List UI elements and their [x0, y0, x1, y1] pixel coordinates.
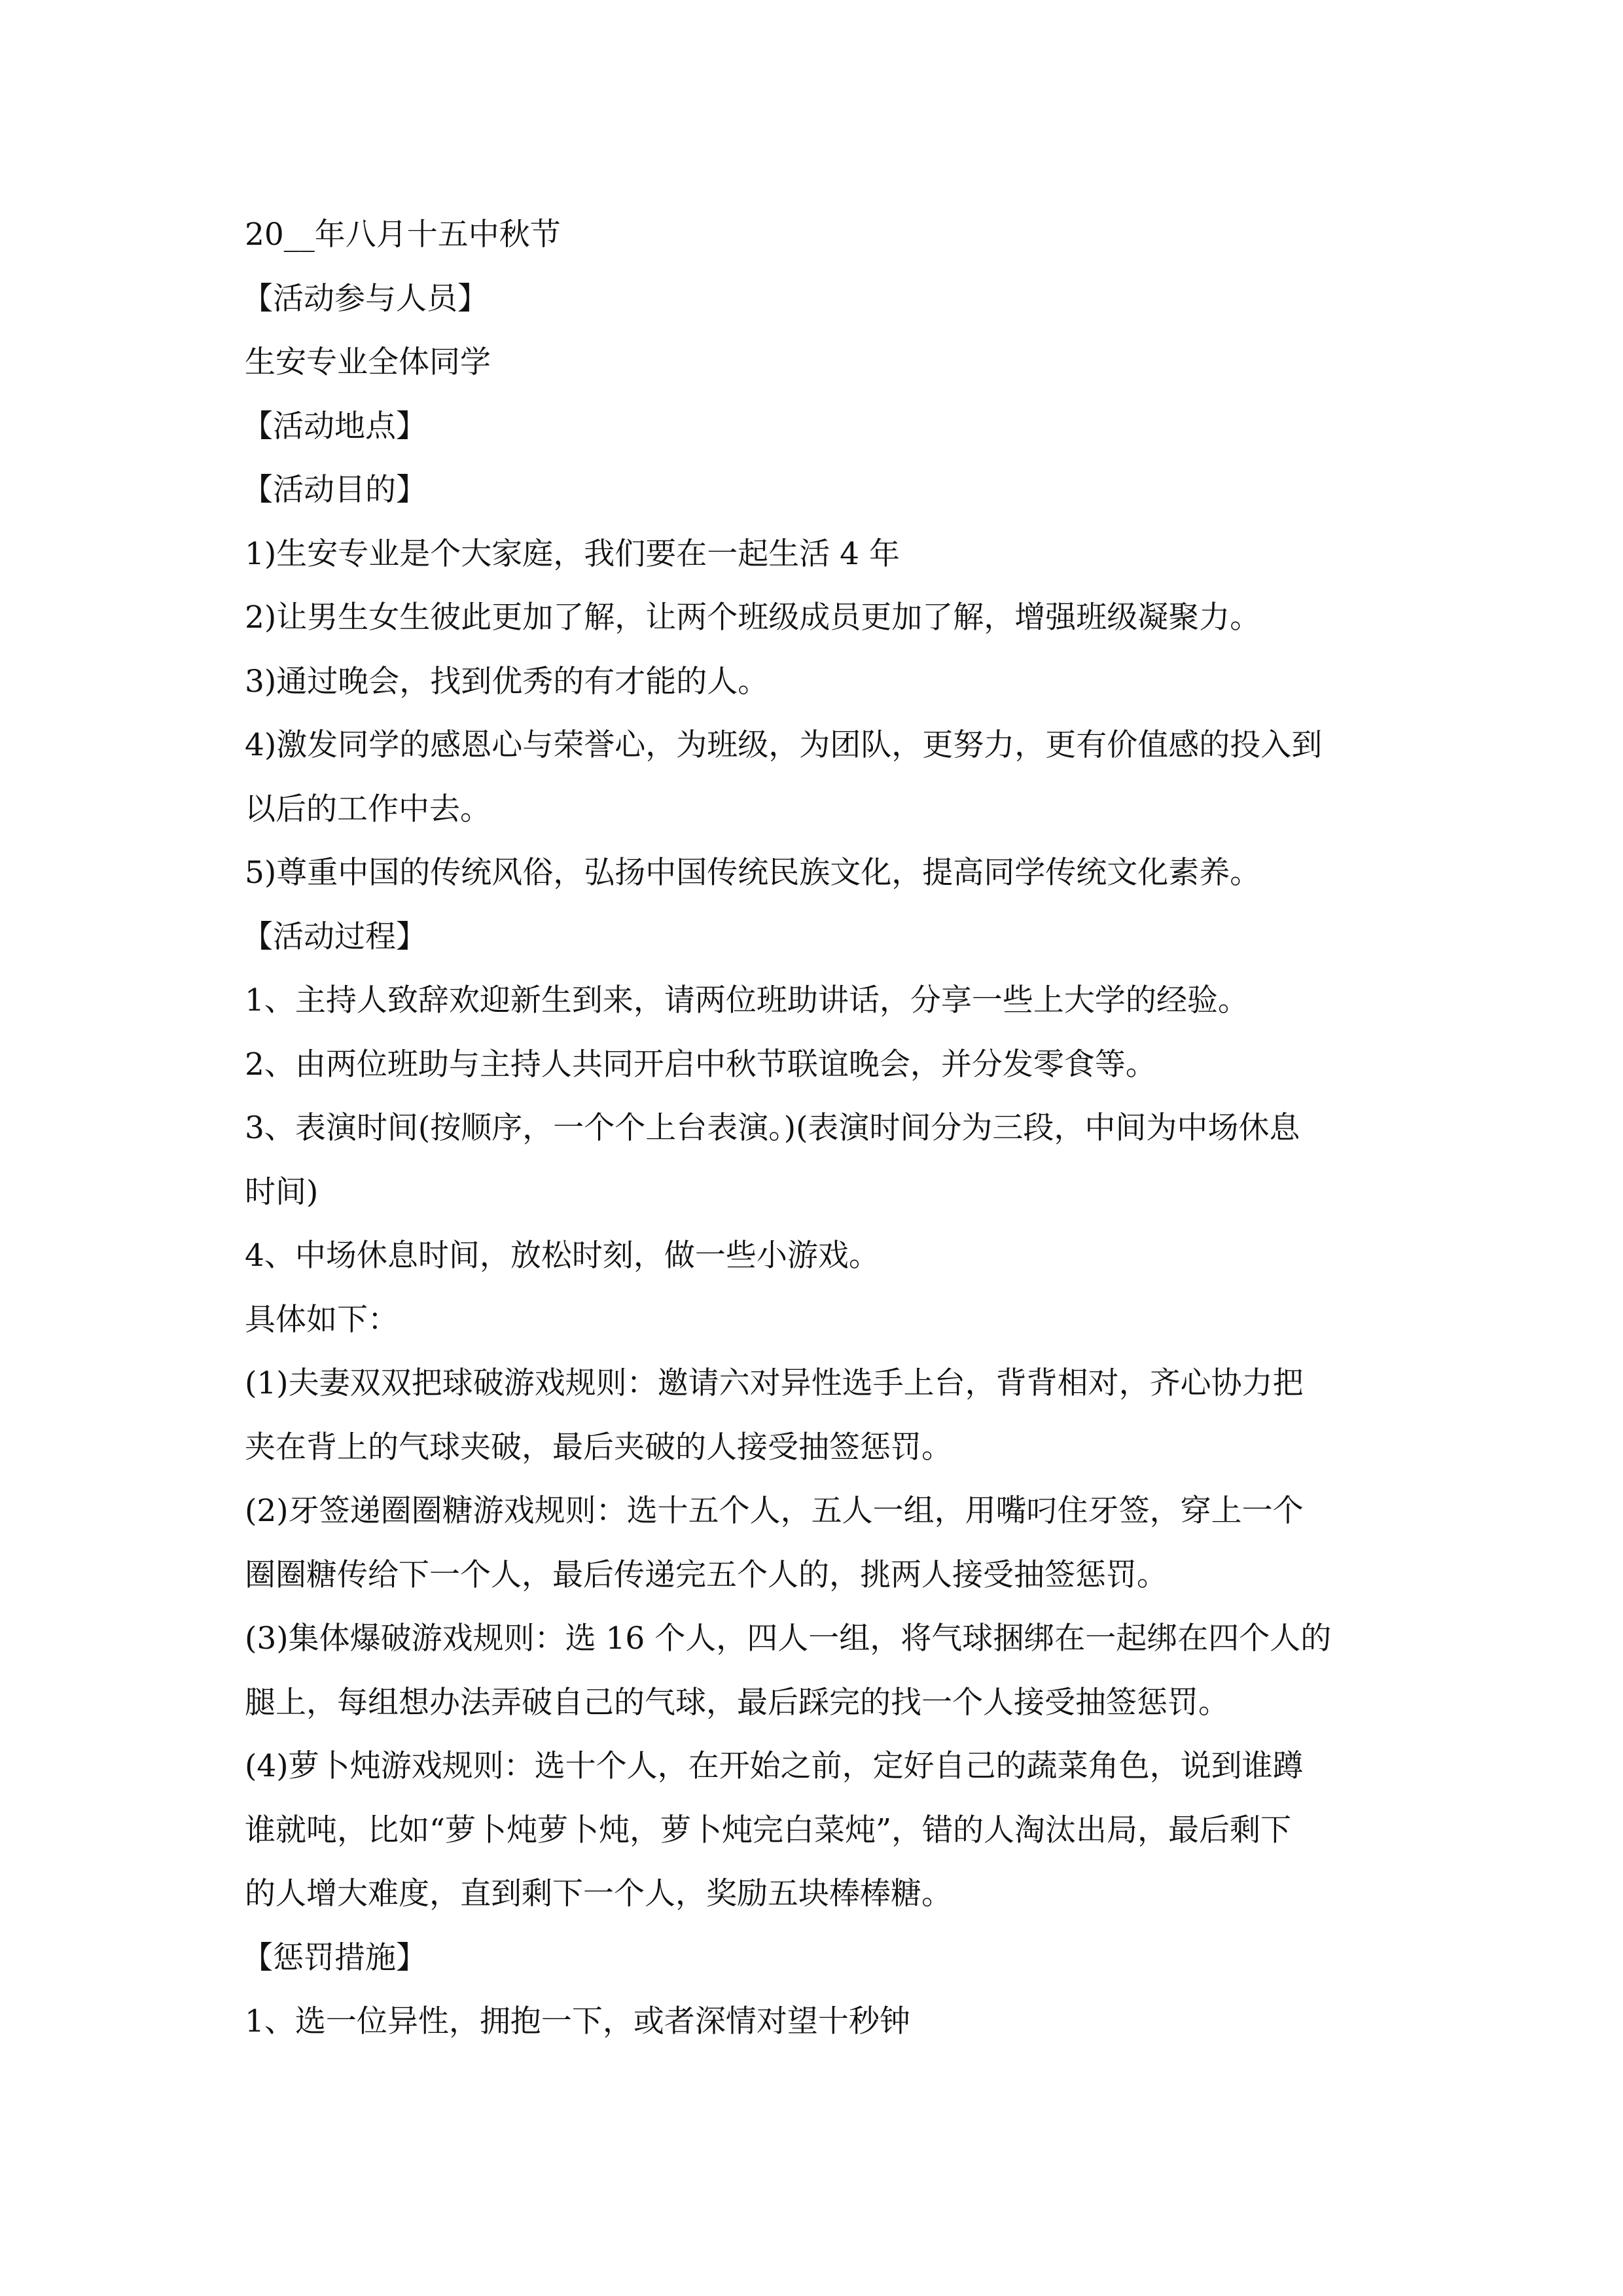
game-3-rule: (3)集体爆破游戏规则：选 16 个人，四人一组，将气球捆绑在一起绑在四个人的	[245, 1621, 1332, 1657]
purpose-item-5: 5)尊重中国的传统风俗，弘扬中国传统民族文化，提高同学传统文化素养。	[245, 855, 1261, 891]
purpose-item-4-continued: 以后的工作中去。	[245, 791, 491, 827]
game-2-rule-continued: 圈圈糖传给下一个人，最后传递完五个人的，挑两人接受抽签惩罚。	[245, 1556, 1168, 1593]
penalty-heading: 【惩罚措施】	[242, 1939, 427, 1976]
game-4-rule-continued-2: 的人增大难度，直到剩下一个人，奖励五块棒棒糖。	[245, 1876, 952, 1912]
process-step-4: 4、中场休息时间，放松时刻，做一些小游戏。	[245, 1238, 880, 1274]
process-step-1: 1、主持人致辞欢迎新生到来，请两位班助讲话，分享一些上大学的经验。	[245, 982, 1249, 1018]
process-heading: 【活动过程】	[242, 918, 427, 955]
game-4-rule-continued-1: 谁就吨，比如“萝卜炖萝卜炖，萝卜炖完白菜炖”，错的人淘汰出局，最后剩下	[245, 1812, 1292, 1848]
process-step-3-continued: 时间)	[245, 1174, 319, 1210]
event-date-line: 20__年八月十五中秋节	[245, 217, 561, 253]
purpose-item-3: 3)通过晚会，找到优秀的有才能的人。	[245, 663, 769, 700]
participants-text: 生安专业全体同学	[245, 344, 491, 380]
game-1-rule: (1)夫妻双双把球破游戏规则：邀请六对异性选手上台，背背相对，齐心协力把	[245, 1365, 1304, 1401]
location-heading: 【活动地点】	[242, 408, 427, 444]
process-step-2: 2、由两位班助与主持人共同开启中秋节联谊晚会，并分发零食等。	[245, 1046, 1156, 1083]
games-intro: 具体如下：	[245, 1301, 399, 1338]
penalty-item-1: 1、选一位异性，拥抱一下，或者深情对望十秒钟	[245, 2003, 910, 2039]
game-1-rule-continued: 夹在背上的气球夹破，最后夹破的人接受抽签惩罚。	[245, 1429, 952, 1465]
game-4-rule: (4)萝卜炖游戏规则：选十个人，在开始之前，定好自己的蔬菜角色，说到谁蹲	[245, 1748, 1304, 1784]
purpose-heading: 【活动目的】	[242, 472, 427, 508]
game-2-rule: (2)牙签递圈圈糖游戏规则：选十五个人，五人一组，用嘴叼住牙签，穿上一个	[245, 1493, 1304, 1529]
document-body	[242, 203, 1387, 2054]
purpose-item-4: 4)激发同学的感恩心与荣誉心，为班级，为团队，更努力，更有价值感的投入到	[245, 727, 1323, 763]
participants-heading: 【活动参与人员】	[242, 280, 488, 317]
game-3-rule-continued: 腿上，每组想办法弄破自己的气球，最后踩完的找一个人接受抽签惩罚。	[245, 1684, 1229, 1721]
purpose-item-2: 2)让男生女生彼此更加了解，让两个班级成员更加了解，增强班级凝聚力。	[245, 600, 1261, 636]
process-step-3: 3、表演时间(按顺序，一个个上台表演。)(表演时间分为三段，中间为中场休息	[245, 1110, 1300, 1146]
purpose-item-1: 1)生安专业是个大家庭，我们要在一起生活 4 年	[245, 535, 901, 572]
